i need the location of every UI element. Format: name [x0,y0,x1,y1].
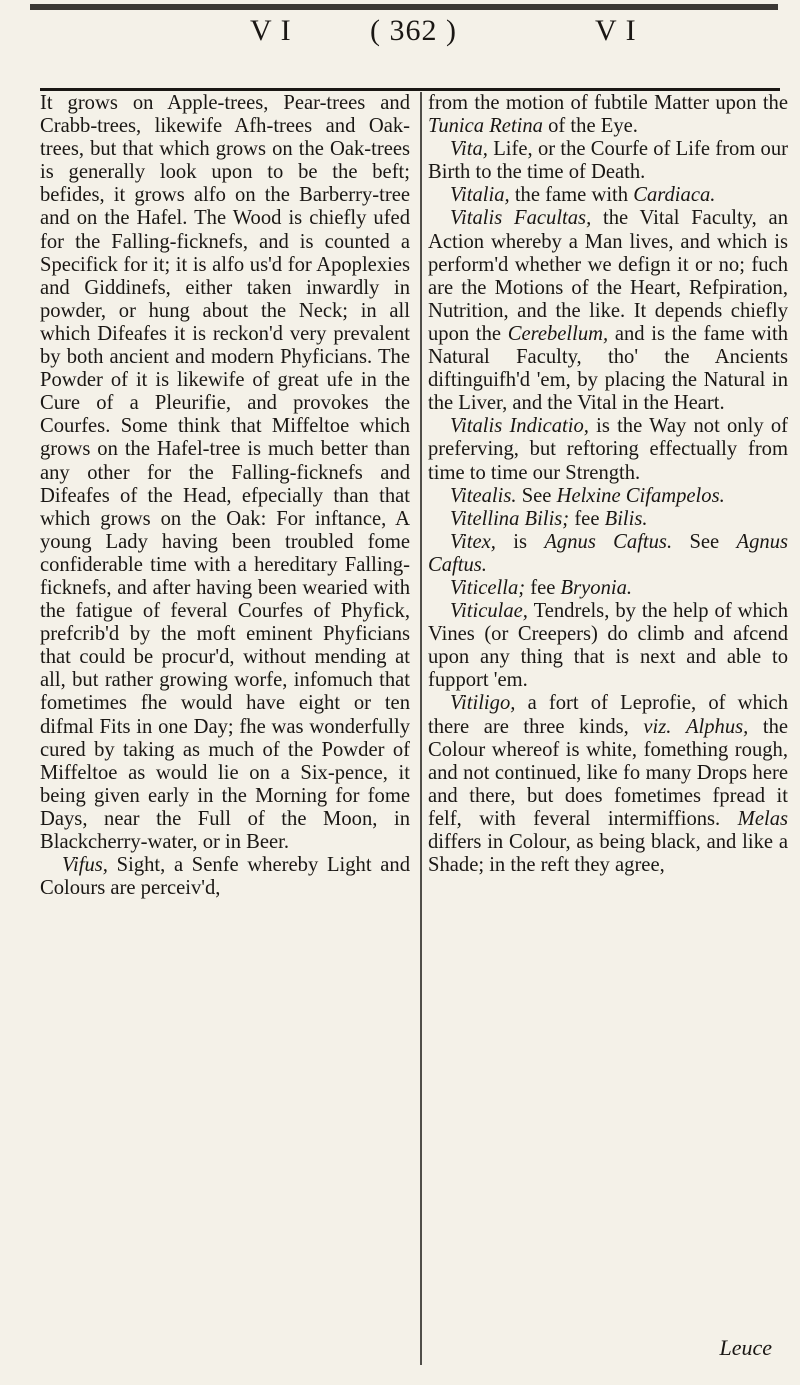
continuation-paragraph: from the motion of fubtile Matter upon the Tunica Retina of the Eye. [428,92,788,138]
entry-viticella: Viticella; fee Bryonia. [450,576,633,599]
header-left: V I [250,14,292,47]
entry-vitalis-indicatio: Vitalis Indicatio, is the Way not only of preferving, but reftoring effectually from time to time our Strength. [428,415,788,484]
entry-vita: Vita, Life, or the Courfe of Life from our Birth to the time of Death. [428,138,788,184]
entry-headword: Vitalia, [450,184,510,207]
entry-vitalis-facultas: Vitalis Facultas, the Vital Faculty, an Action whereby a Man lives, and which is perform'd whether we defign it or no; fuch are the Motions of the Heart, Refpiration, Nutrition, and the like. It depends chiefly upon the Cerebellum, and is the fame with Natural Faculty, tho' the Ancients diftinguifh'd 'em, by placing the Natural in the Liver, and the Vital in the Heart. [428,207,788,415]
entry-vitiligo: Vitiligo, a fort of Leprofie, of which there are three kinds, viz. Alphus, the Colour whereof is white, fomething rough, and not continued, like fo many Drops here and there, but does fometimes fpread it felf, with feveral intermiffions. Melas differs in Colour, as being black, and like a Shade; in the reft they agree, [428,692,789,877]
header-right: V I [595,14,637,47]
entry-headword: Vitellina Bilis; [450,507,570,530]
entry-vitealis: Vitealis. See Helxine Cifampelos. [450,484,725,507]
entry-vitex: Vitex, is Agnus Caftus. See Agnus Caftus. [428,530,788,576]
entry-headword: Vitalis Indicatio, [450,415,589,438]
entry-headword: Viticella; [450,576,526,599]
right-column [428,92,788,877]
left-column [40,92,410,900]
top-border-rule [30,4,778,10]
entry-headword: Vitiligo, [450,692,516,715]
entry-headword: Vifus, [62,854,108,877]
entry-headword: Vita, [450,138,488,161]
entry-visus [40,854,410,900]
entry-headword: Vitealis. [450,484,517,507]
entry-headword: Vitex, [450,530,496,553]
entry-vitalia: Vitalia, the fame with Cardiaca. [450,184,716,207]
running-header [40,14,770,64]
misseltoe-paragraph: It grows on Apple-trees, Pear-trees and Crabb-trees, likewife Afh-trees and Oak-trees, but that which grows on the Oak-trees is generally look upon to be the beft; befides, it grows alfo on the Barberry-tree and on the Hafel. The Wood is chiefly ufed for the Falling-ficknefs, and is counted a Specifick for it; it is alfo us'd for Apoplexies and Giddinefs, either taken inwardly in powder, or hung about the Neck; in all which Difeafes it is reckon'd very prevalent by both ancient and modern Phyficians. The Powder of it is likewife of great ufe in the Cure of a Pleurifie, and provokes the Courfes. Some think that Miffeltoe which grows on the Hafel-tree is much better than any other for the Falling-ficknefs and Difeafes of the Head, efpecially than that which grows on the Oak: For inftance, A young Lady having been troubled fome confiderable time with a hereditary Falling-ficknefs, and after having been wearied with the fatigue of feveral Courfes of Phyfick, prefcrib'd by the moft eminent Phyficians that could be procur'd, without mending at all, but rather growing worfe, infomuch that fometimes fhe would have eight or ten difmal Fits in one Day; fhe was wonderfully cured by taking as much of the Powder of Miffeltoe as would lie on a Six-pence, it being given early in the Morning for fome Days, near the Full of the Moon, in Blackcherry-water, or in Beer. [40,92,410,853]
header-rule [40,88,780,91]
column-divider [420,92,422,1365]
catchword: Leuce [719,1335,772,1360]
entry-viticulae: Viticulae, Tendrels, by the help of which Vines (or Creepers) do climb and afcend upon any thing that is next and able to fupport 'em. [428,600,788,692]
page-number: ( 362 ) [370,14,457,47]
entry-vitellina: Vitellina Bilis; fee Bilis. [450,507,648,530]
entry-headword: Viticulae, [450,600,528,623]
entry-text: Sight, a Senfe whereby Light and Colours are perceiv'd, [40,854,410,900]
entry-headword: Vitalis Facultas, [450,207,592,230]
